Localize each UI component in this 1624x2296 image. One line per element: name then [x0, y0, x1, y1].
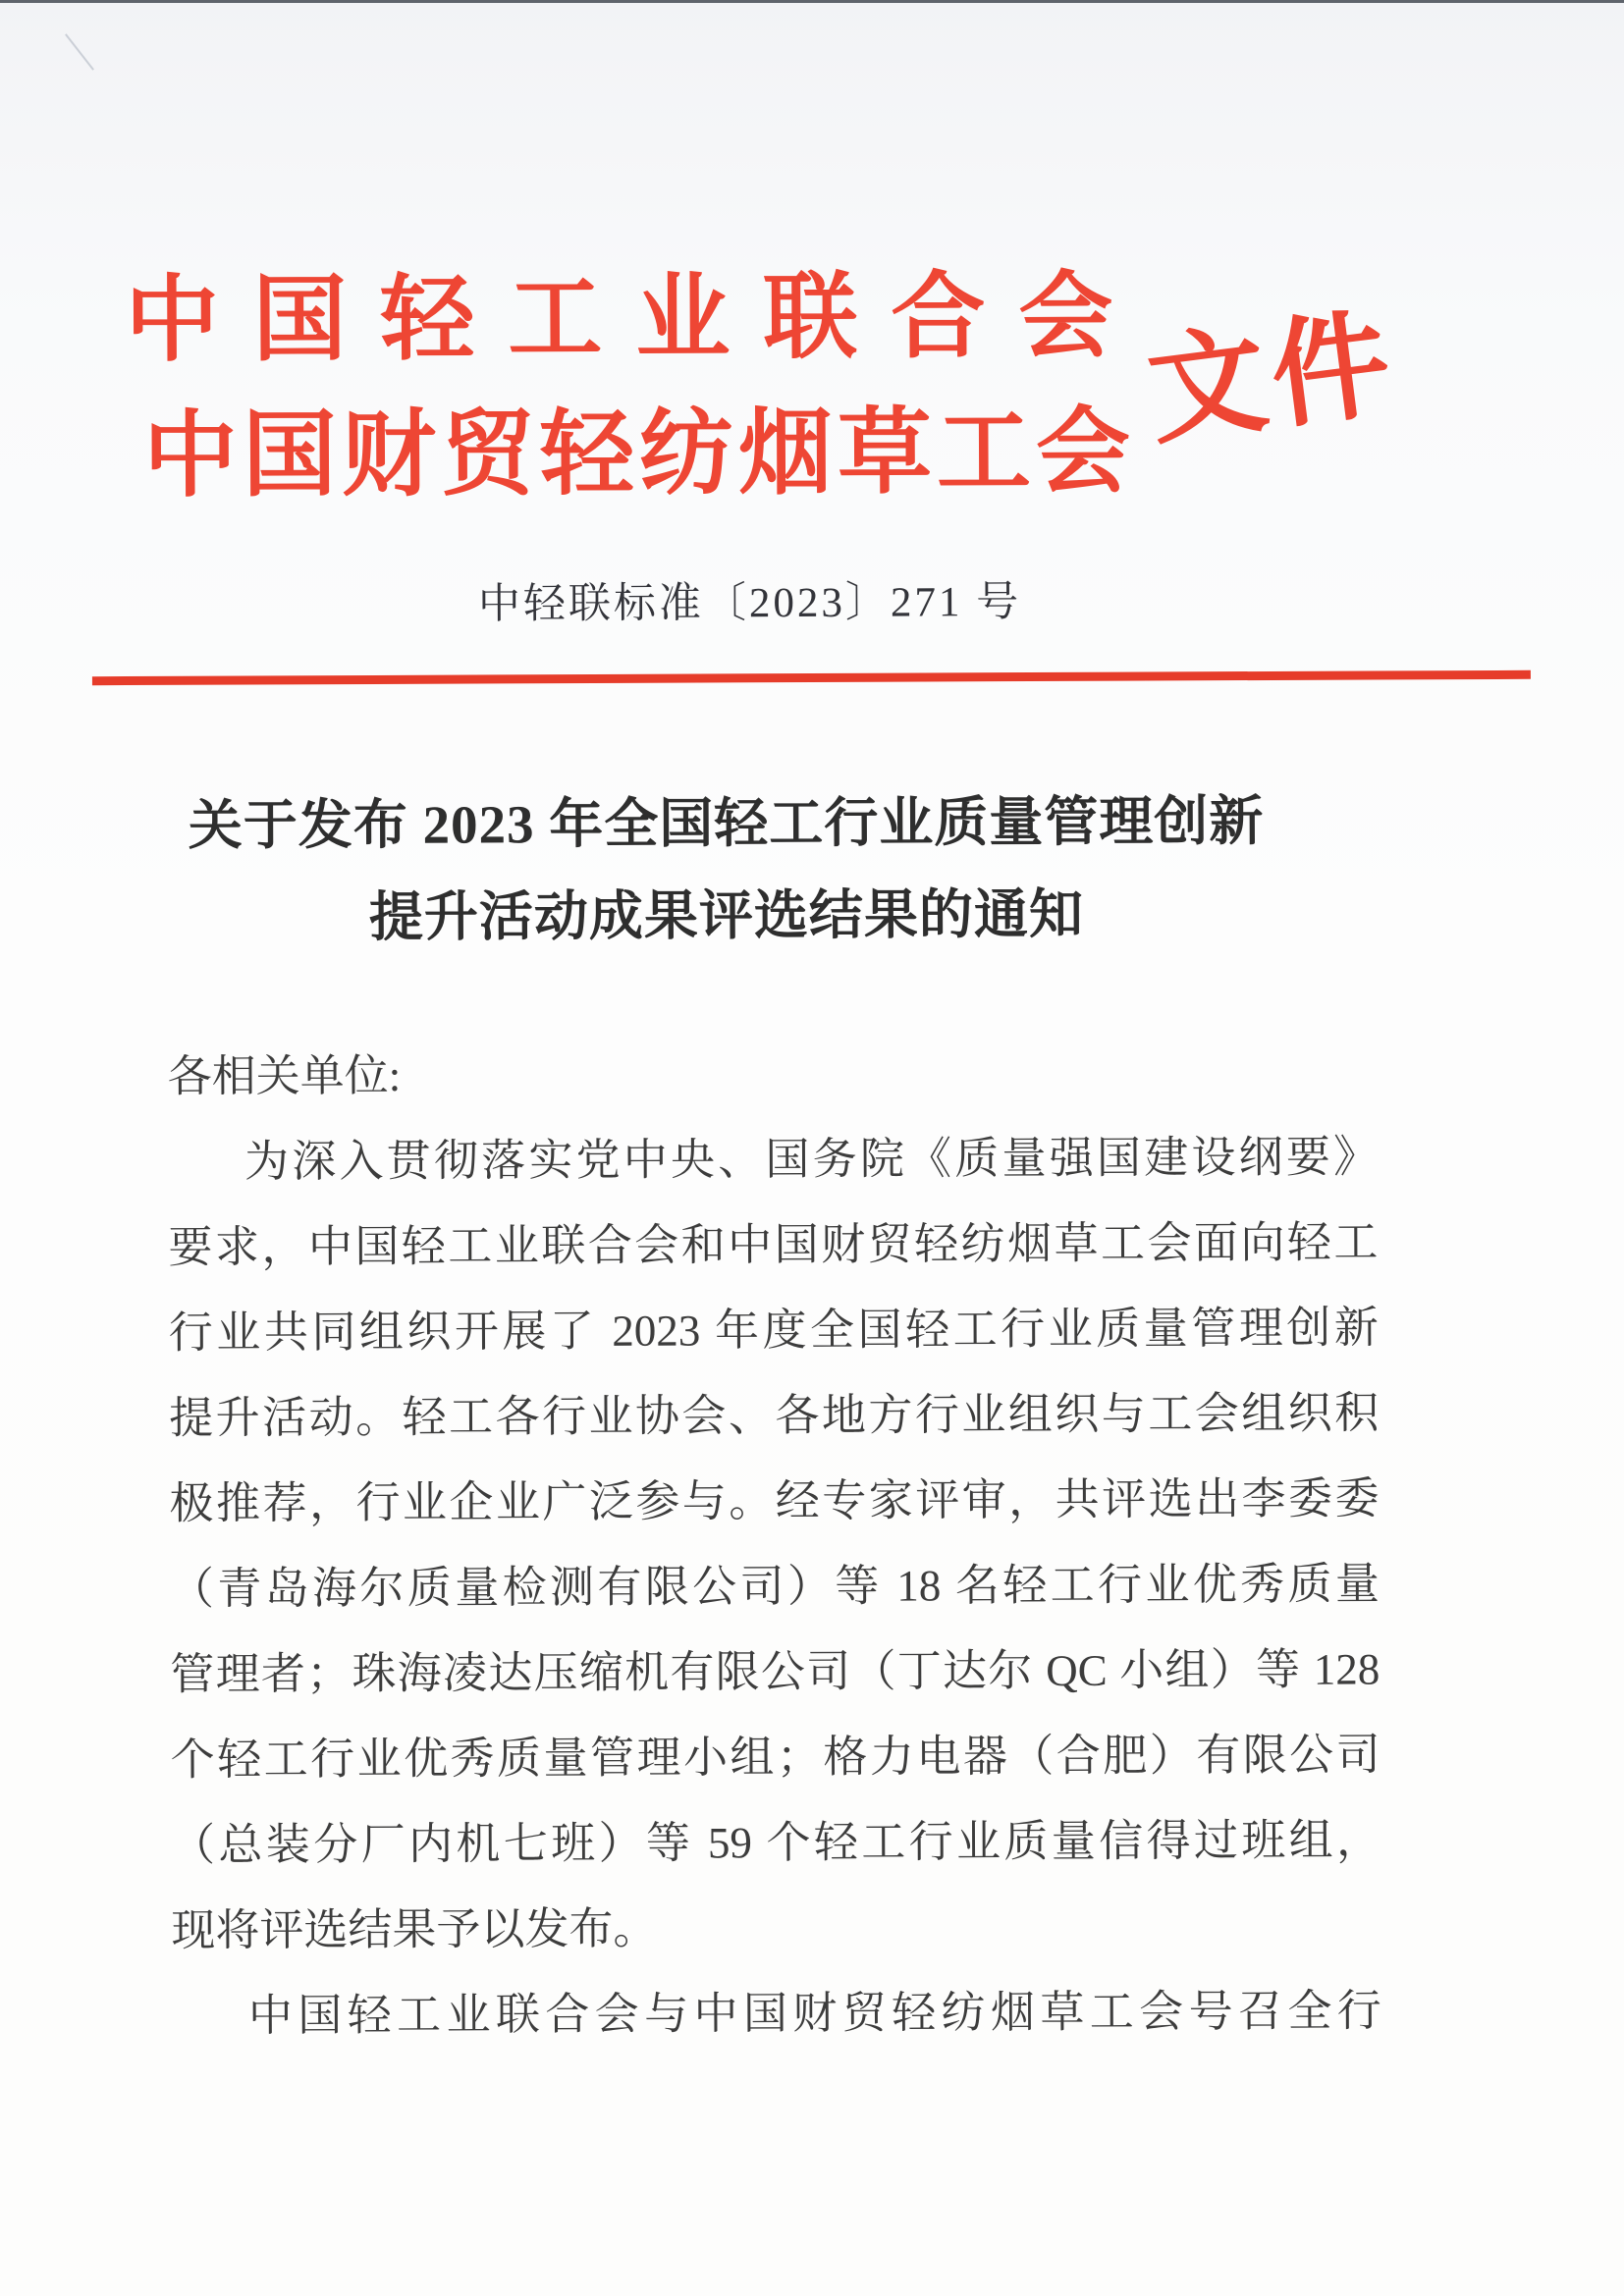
letterhead-doc-type-label: 文件: [1141, 297, 1403, 459]
body-line: （总装分厂内机七班）等 59 个轻工行业质量信得过班组，: [171, 1815, 1381, 1870]
document-title-line-2: 提升活动成果评选结果的通知: [368, 883, 1085, 947]
body-line: 要求，中国轻工业联合会和中国财贸轻纺烟草工会面向轻工: [168, 1217, 1379, 1272]
document-reference-number: 中轻联标准〔2023〕271 号: [477, 579, 1022, 628]
document-title-line-1: 关于发布 2023 年全国轻工行业质量管理创新: [188, 790, 1265, 856]
body-line: 现将评选结果予以发布。: [171, 1903, 658, 1955]
salutation-line: 各相关单位:: [167, 1050, 402, 1101]
body-line: 个轻工行业优秀质量管理小组；格力电器（合肥）有限公司: [170, 1730, 1380, 1785]
body-line: 提升活动。轻工各行业协会、各地方行业组织与工会组织积: [169, 1388, 1380, 1443]
body-line: 为深入贯彻落实党中央、国务院《质量强国建设纲要》: [244, 1132, 1379, 1187]
body-line: （青岛海尔质量检测有限公司）等 18 名轻工行业优秀质量: [169, 1559, 1380, 1614]
body-line: 行业共同组织开展了 2023 年度全国轻工行业质量管理创新: [168, 1303, 1379, 1358]
document-title: [136, 775, 1316, 965]
letterhead-red-rule: [92, 670, 1531, 685]
body-line: 中国轻工业联合会与中国财贸轻纺烟草工会号召全行: [247, 1986, 1381, 2041]
document-body: [168, 1029, 1382, 2058]
body-line: 极推荐，行业企业广泛参与。经专家评审，共评选出李委委: [169, 1473, 1380, 1528]
body-line: 管理者；珠海凌达压缩机有限公司（丁达尔 QC 小组）等 128: [170, 1644, 1380, 1699]
letterhead-org-line-2: 中国财贸轻纺烟草工会: [142, 399, 1136, 508]
letterhead-org-line-1: 中国轻工业联合会: [125, 263, 1147, 374]
